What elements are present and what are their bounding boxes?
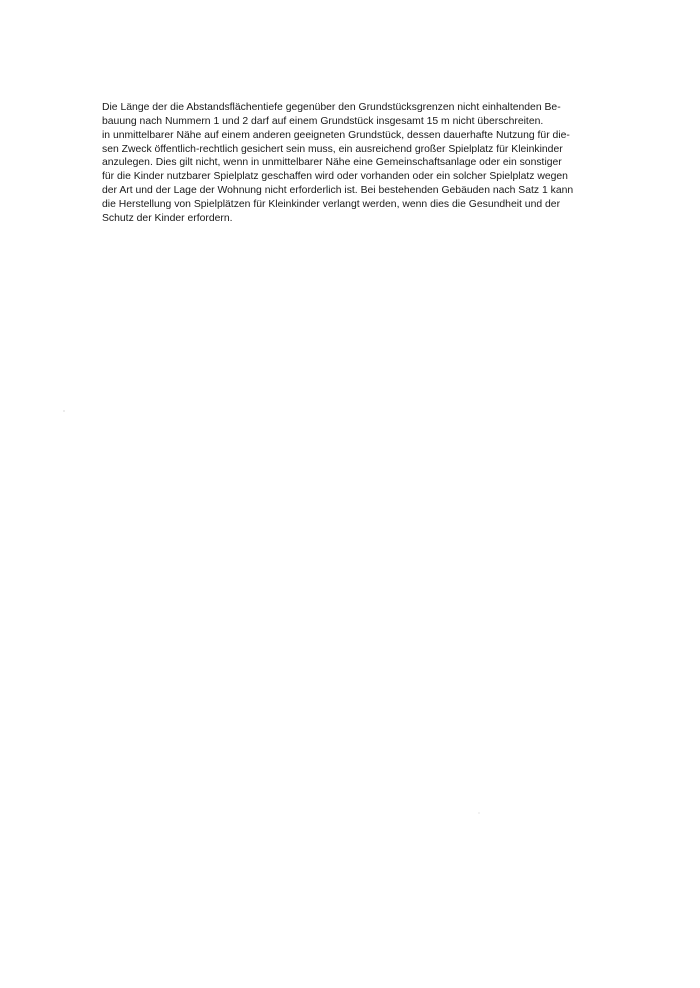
body-text-block (102, 101, 622, 226)
text-line: die Herstellung von Spielplätzen für Kleinkinder verlangt werden, wenn dies die Gesundheit und der (102, 198, 561, 210)
text-line: Schutz der Kinder erfordern. (102, 212, 233, 224)
text-line: Die Länge der die Abstandsflächentiefe gegenüber den Grundstücksgrenzen nicht einhaltenden Be- (102, 102, 561, 113)
scan-artifact (63, 410, 65, 412)
scan-artifact (478, 812, 480, 814)
text-line: sen Zweck öffentlich-rechtlich gesichert sein muss, ein ausreichend großer Spielplatz für Kleinkinder (102, 143, 563, 155)
text-line: anzulegen. Dies gilt nicht, wenn in unmittelbarer Nähe eine Gemeinschaftsanlage oder ein sonstiger (102, 157, 562, 169)
text-line: der Art und der Lage der Wohnung nicht erforderlich ist. Bei bestehenden Gebäuden nach Satz 1 kann (102, 185, 574, 197)
text-line: bauung nach Nummern 1 und 2 darf auf einem Grundstück insgesamt 15 m nicht überschreiten. (102, 115, 544, 127)
text-line: für die Kinder nutzbarer Spielplatz geschaffen wird oder vorhanden oder ein solcher Spielplatz wegen (102, 171, 568, 183)
text-line: in unmittelbarer Nähe auf einem anderen geeigneten Grundstück, dessen dauerhafte Nutzung für die- (102, 129, 570, 141)
